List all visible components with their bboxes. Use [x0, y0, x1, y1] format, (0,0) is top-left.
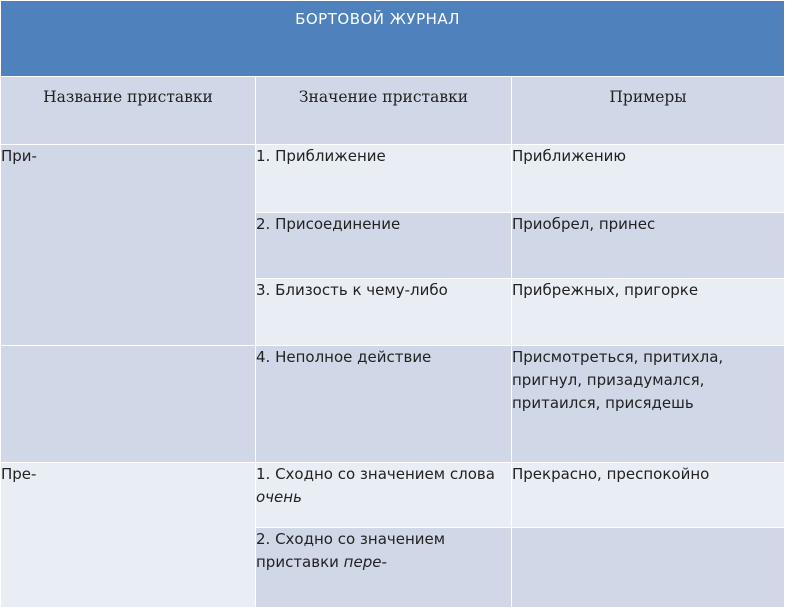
column-header-examples: Примеры	[512, 77, 785, 145]
meaning-cell: 3. Близость к чему-либо	[256, 279, 512, 346]
meaning-cell: 4. Неполное действие	[256, 346, 512, 463]
meaning-cell	[256, 463, 512, 528]
prefix-cell-empty	[1, 346, 256, 463]
table-title-cell	[1, 1, 785, 77]
column-header-prefix-name: Название приставки	[1, 77, 256, 145]
examples-cell: Прибрежных, пригорке	[512, 279, 785, 346]
meaning-text: 1. Сходно со значением слова очень	[256, 465, 495, 506]
meaning-cell: 2. Присоединение	[256, 213, 512, 279]
examples-cell: Присмотреться, притихла, пригнул, призадумался, притаился, присядешь	[512, 346, 785, 463]
meaning-cell	[256, 528, 512, 608]
prefix-cell-pri: При-	[1, 145, 256, 346]
examples-cell	[512, 528, 785, 608]
examples-cell: Прекрасно, преспокойно	[512, 463, 785, 528]
meaning-text: 2. Сходно со значением приставки пере-	[256, 530, 446, 571]
meaning-cell: 1. Приближение	[256, 145, 512, 213]
examples-cell: Приобрел, принес	[512, 213, 785, 279]
examples-cell: Приближению	[512, 145, 785, 213]
table-title: БОРТОВОЙ ЖУРНАЛ	[295, 10, 460, 28]
prefix-cell-pre: Пре-	[1, 463, 256, 608]
column-header-prefix-meaning: Значение приставки	[256, 77, 512, 145]
